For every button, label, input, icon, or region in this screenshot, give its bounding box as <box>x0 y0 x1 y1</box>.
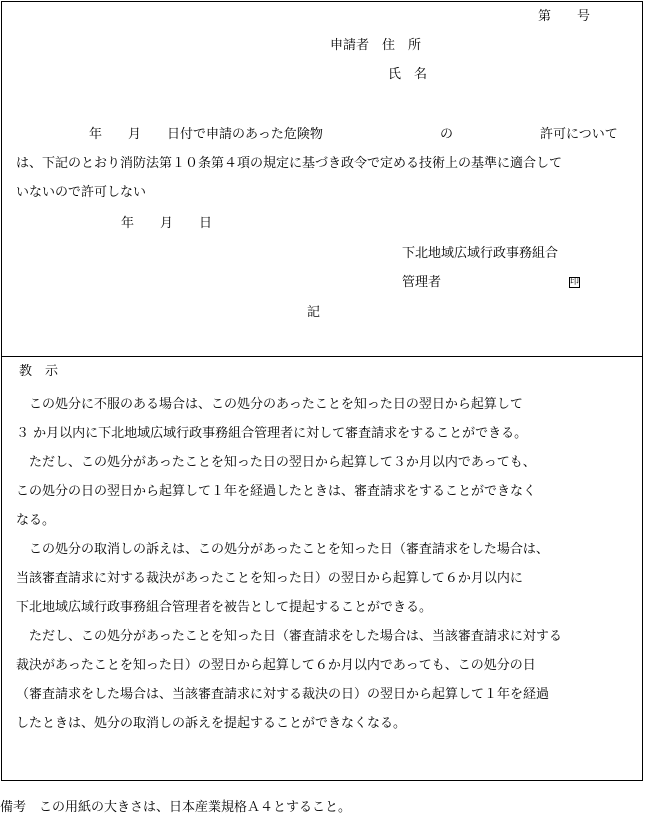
issue-date: 年 月 日 <box>121 216 213 231</box>
notice-body-line-3: いないので許可しない <box>16 185 147 200</box>
instruction-line: ただし、この処分があったことを知った日の翌日から起算して３か月以内であっても、 <box>16 455 536 470</box>
instruction-line: この処分の日の翌日から起算して１年を経過したときは、審査請求をすることができなく <box>16 484 537 499</box>
application-connector-text: の <box>440 127 454 142</box>
instruction-line: 下北地域広域行政事務組合管理者を被告として提起することができる。 <box>16 600 433 615</box>
permit-text: 許可について <box>540 127 618 142</box>
instruction-line: この処分に不服のある場合は、この処分のあったことを知った日の翌日から起算して <box>16 397 523 412</box>
ki-label: 記 <box>307 305 321 320</box>
application-date-text: 年 月 日付で申請のあった危険物 <box>89 127 323 142</box>
instruction-line: ３ か月以内に下北地域広域行政事務組合管理者に対して審査請求をすることができる。 <box>16 426 528 441</box>
administrator-label: 管理者 <box>402 275 442 290</box>
instruction-paragraph-1 <box>16 398 636 746</box>
applicant-name-label: 氏 名 <box>388 67 428 82</box>
footer-note: 備考 この用紙の大きさは、日本産業規格Ａ４とすること。 <box>0 800 352 815</box>
instruction-line: （審査請求をした場合は、当該審査請求に対する裁決の日）の翌日から起算して１年を経過 <box>16 687 550 702</box>
instruction-line: 裁決があったことを知った日）の翌日から起算して６か月以内であっても、この処分の日 <box>16 658 536 673</box>
instruction-line: したときは、処分の取消しの訴えを提起することができなくなる。 <box>16 716 407 731</box>
instruction-line: ただし、この処分があったことを知った日（審査請求をした場合は、当該審査請求に対する <box>16 629 562 644</box>
document-number-label: 第 号 <box>538 9 591 24</box>
instruction-line: なる。 <box>16 513 56 528</box>
applicant-address-label: 申請者 住 所 <box>330 38 422 53</box>
instruction-heading: 教 示 <box>19 364 59 379</box>
instruction-line: 当該審査請求に対する裁決があったことを知った日）の翌日から起算して６か月以内に <box>16 571 523 586</box>
seal-mark: 印 <box>570 277 580 287</box>
instruction-line: この処分の取消しの訴えは、この処分があったことを知った日（審査請求をした場合は、 <box>16 542 549 557</box>
section-divider <box>1 356 643 357</box>
issuer-organization: 下北地域広域行政事務組合 <box>402 246 559 261</box>
notice-body-line-2: は、下記のとおり消防法第１０条第４項の規定に基づき政令で定める技術上の基準に適合して <box>16 156 563 171</box>
